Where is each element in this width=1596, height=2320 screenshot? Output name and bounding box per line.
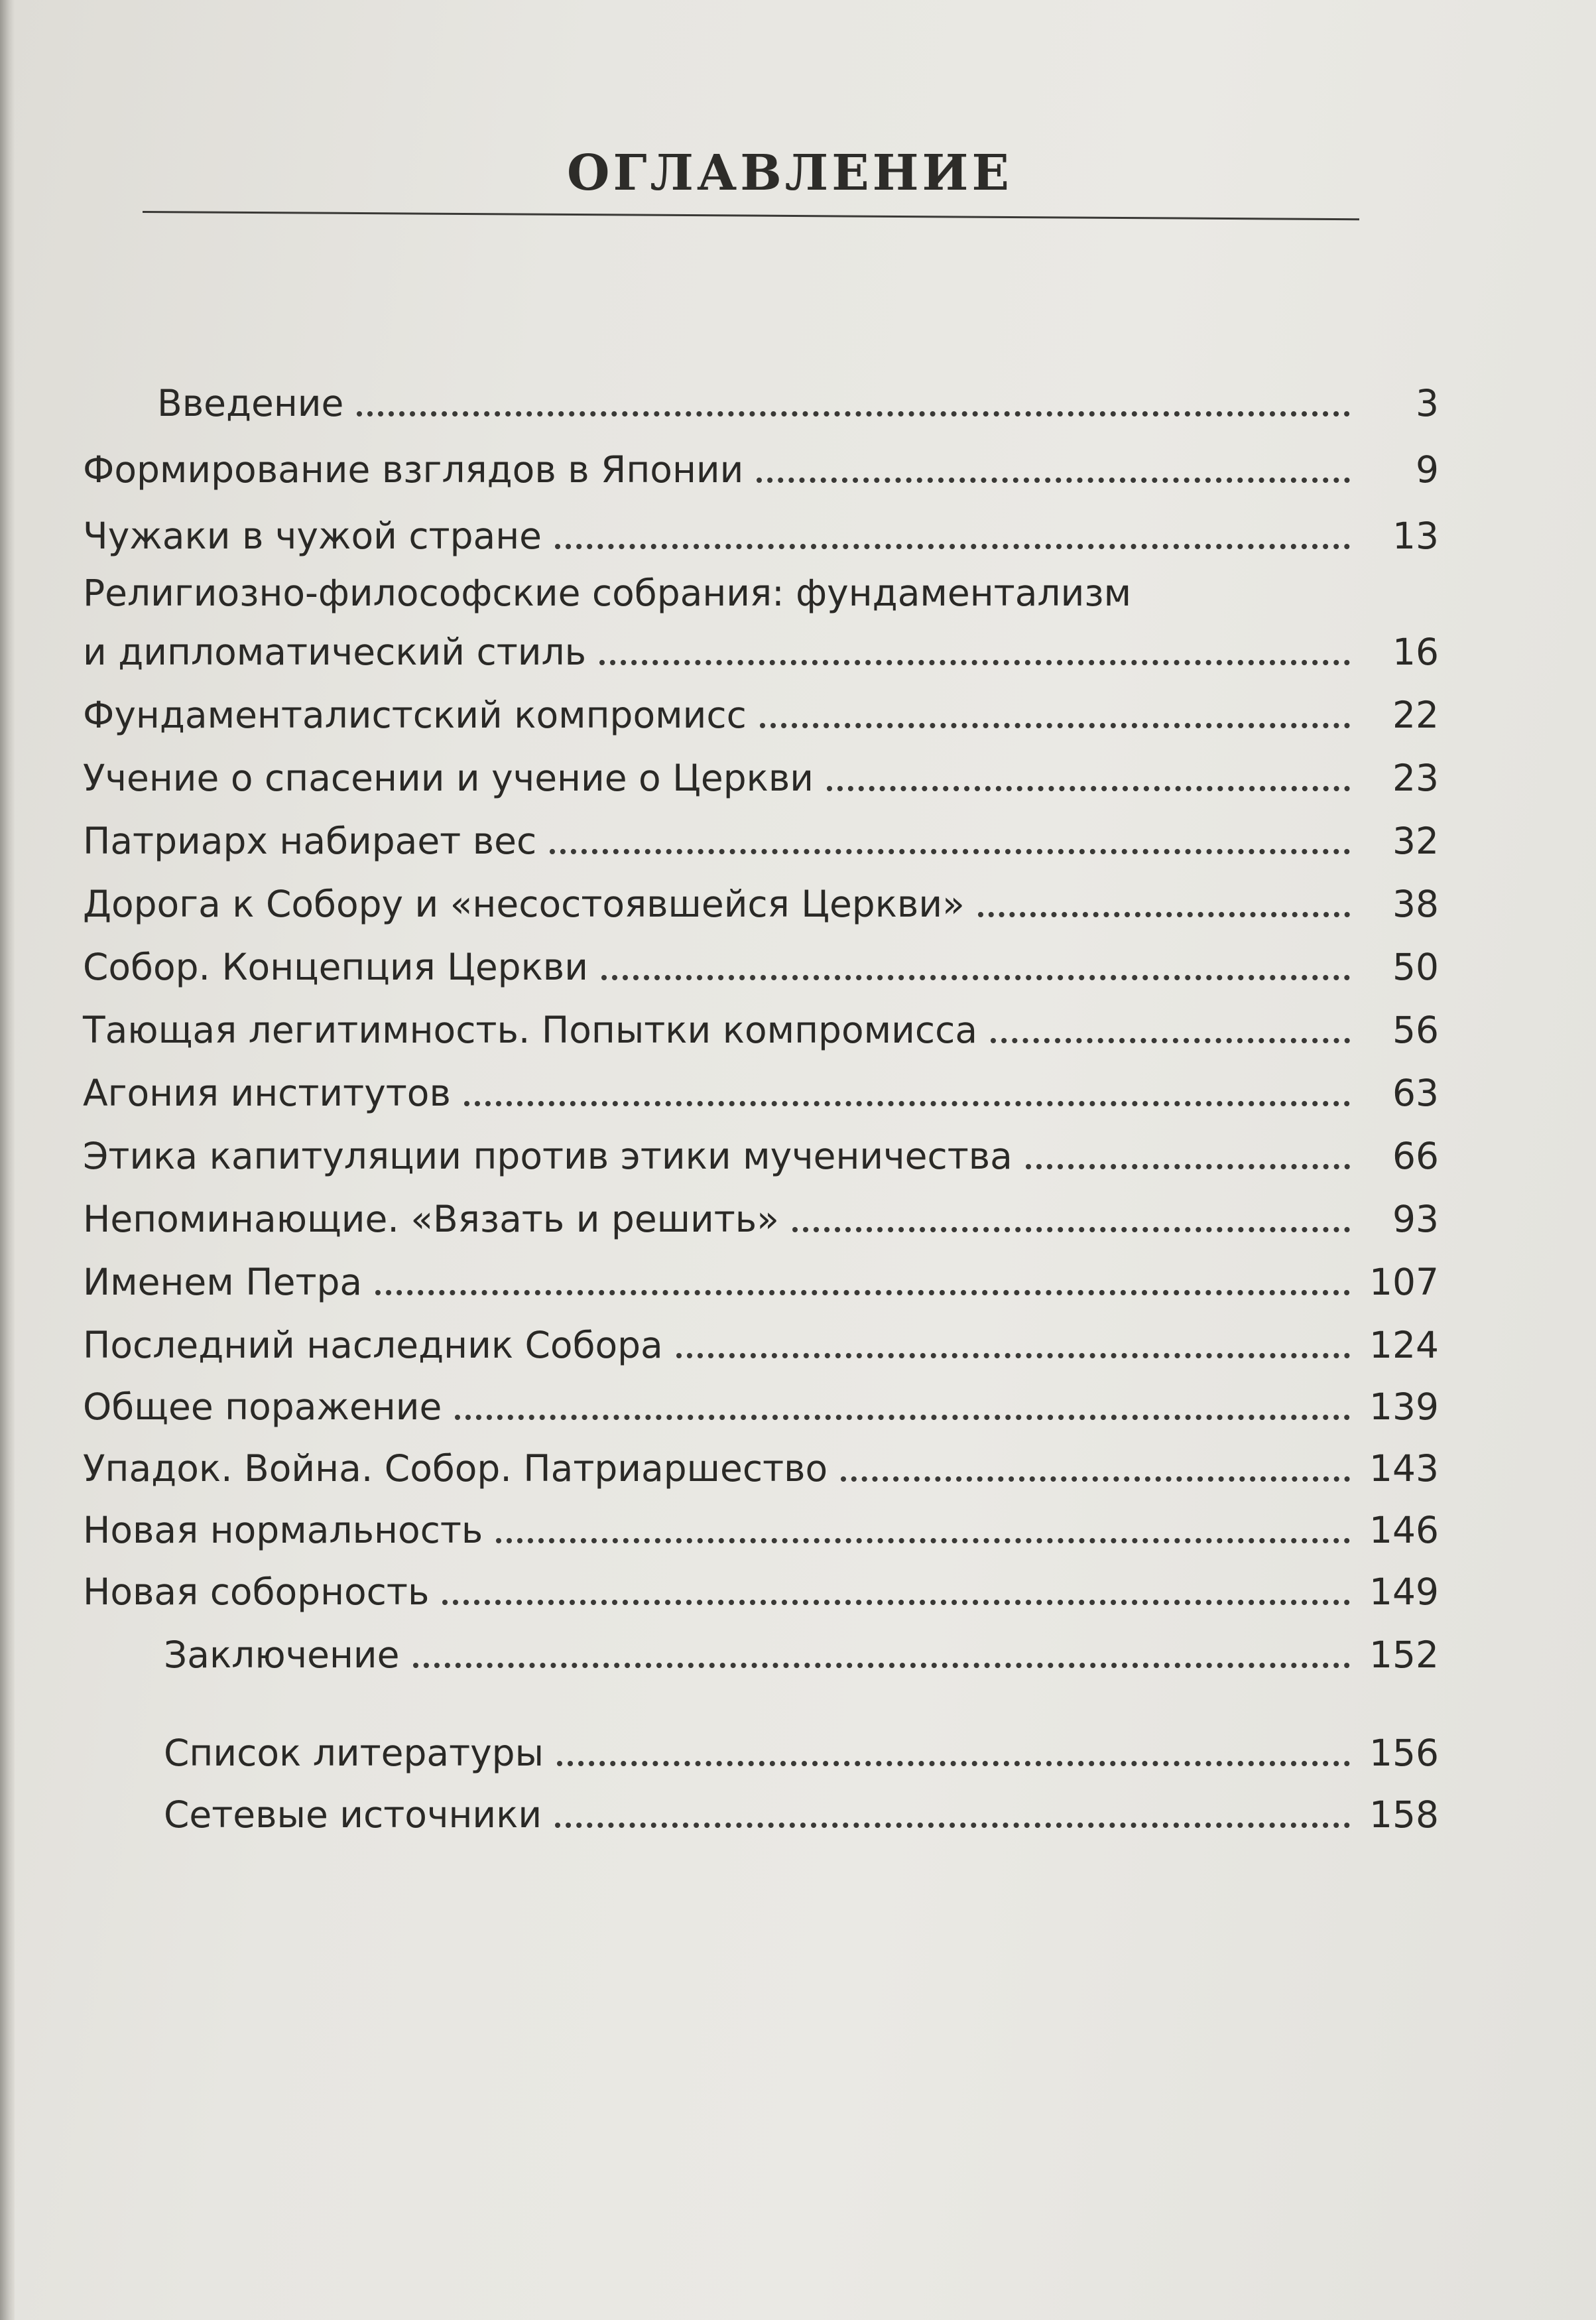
dot-leader	[555, 544, 1350, 549]
dot-leader	[676, 1353, 1350, 1358]
toc-entry-page: 23	[1392, 757, 1439, 799]
dot-leader	[760, 723, 1350, 728]
dot-leader	[455, 1415, 1350, 1420]
toc-entry[interactable]	[83, 491, 1439, 557]
toc-entry[interactable]	[83, 988, 1439, 1051]
book-spine-shadow	[0, 0, 15, 2320]
toc-entry-title: Заключение	[164, 1634, 400, 1676]
toc-entry-page: 146	[1369, 1509, 1439, 1551]
toc-entry-page: 32	[1392, 820, 1439, 862]
toc-entry[interactable]	[83, 799, 1439, 862]
toc-entry-title: Введение	[157, 382, 344, 424]
dot-leader	[464, 1101, 1350, 1106]
toc-entry-page: 93	[1392, 1198, 1439, 1240]
toc-entry[interactable]	[83, 925, 1439, 988]
toc-entry-title: Учение о спасении и учение о Церкви	[83, 757, 814, 799]
toc-entry-page: 16	[1392, 631, 1439, 673]
dot-leader	[555, 1823, 1350, 1828]
toc-entry-title: Формирование взглядов в Японии	[83, 448, 744, 491]
toc-entry-page: 156	[1369, 1732, 1439, 1774]
toc-entry-title: Фундаменталистский компромисс	[83, 694, 747, 736]
dot-leader	[442, 1600, 1350, 1605]
toc-entry-title: Патриарх набирает вес	[83, 820, 537, 862]
toc-entry[interactable]	[83, 1051, 1439, 1114]
toc-entry-title: Последний наследник Собора	[83, 1324, 663, 1366]
toc-entry[interactable]	[83, 424, 1439, 491]
dot-leader	[757, 478, 1350, 483]
dot-leader	[827, 786, 1350, 791]
toc-entry-title: Непоминающие. «Вязать и решить»	[83, 1198, 779, 1240]
toc-entry[interactable]	[83, 557, 1439, 673]
toc-entry[interactable]	[83, 1428, 1439, 1490]
toc-entry-title: Новая нормальность	[83, 1509, 483, 1551]
toc-entry[interactable]	[83, 1613, 1439, 1676]
dot-leader	[550, 849, 1350, 854]
toc-entry-title: Упадок. Война. Собор. Патриаршество	[83, 1447, 828, 1490]
toc-entry-page: 50	[1392, 946, 1439, 988]
toc-entry[interactable]	[83, 1551, 1439, 1613]
toc-entry[interactable]	[83, 1177, 1439, 1240]
toc-entry-title: Общее поражение	[83, 1386, 442, 1428]
toc-entry-title: Чужаки в чужой стране	[83, 515, 542, 557]
toc-entry[interactable]	[83, 1114, 1439, 1177]
toc-entry-page: 143	[1369, 1447, 1439, 1490]
toc-entry-title: Агония институтов	[83, 1072, 451, 1114]
toc-entry[interactable]	[83, 1303, 1439, 1366]
toc-entry-page: 152	[1369, 1634, 1439, 1676]
toc-entry[interactable]	[83, 1774, 1439, 1836]
toc-entry[interactable]	[83, 1676, 1439, 1774]
toc-entry-title: Собор. Концепция Церкви	[83, 946, 588, 988]
toc-entry[interactable]	[83, 673, 1439, 736]
toc-entry-title: Дорога к Собору и «несостоявшейся Церкви»	[83, 883, 965, 925]
dot-leader	[841, 1476, 1350, 1482]
dot-leader	[375, 1290, 1350, 1295]
toc-entry-page: 66	[1392, 1135, 1439, 1177]
toc-entry-title: Именем Петра	[83, 1261, 363, 1303]
toc-entry[interactable]	[83, 1240, 1439, 1303]
toc-entry-page: 38	[1392, 883, 1439, 925]
toc-entry-title: Новая соборность	[83, 1571, 430, 1613]
dot-leader	[357, 411, 1350, 417]
toc-entry[interactable]	[83, 1366, 1439, 1428]
toc-entry-page: 107	[1369, 1261, 1439, 1303]
toc-entry-title: Сетевые источники	[164, 1793, 542, 1836]
toc-entry[interactable]	[83, 736, 1439, 799]
dot-leader	[1026, 1164, 1350, 1169]
toc-entry-page: 149	[1369, 1571, 1439, 1613]
toc-heading: ОГЛАВЛЕНИЕ	[567, 145, 1013, 202]
toc-entry-page: 158	[1369, 1793, 1439, 1836]
dot-leader	[413, 1663, 1350, 1668]
dot-leader	[557, 1761, 1350, 1766]
heading-rule	[143, 211, 1359, 220]
toc-entry-page: 22	[1392, 694, 1439, 736]
toc-entry-page: 63	[1392, 1072, 1439, 1114]
toc-entry-page: 139	[1369, 1386, 1439, 1428]
toc-entry-page: 124	[1369, 1324, 1439, 1366]
dot-leader	[792, 1227, 1350, 1232]
toc-entry-page: 9	[1416, 448, 1439, 491]
toc-entry-title-line1: Религиозно-философские собрания: фундаментализм	[83, 572, 1132, 614]
toc-entry-title: Список литературы	[164, 1732, 544, 1774]
dot-leader	[496, 1538, 1350, 1543]
dot-leader	[991, 1038, 1350, 1043]
toc-entry[interactable]	[83, 862, 1439, 925]
toc-entry-page: 3	[1416, 382, 1439, 424]
toc-entry-title: и дипломатический стиль	[83, 631, 587, 673]
toc-entry-title: Этика капитуляции против этики мученичества	[83, 1135, 1013, 1177]
toc-entry-page: 56	[1392, 1009, 1439, 1051]
dot-leader	[599, 660, 1350, 665]
toc-entry[interactable]	[83, 361, 1439, 424]
dot-leader	[601, 975, 1350, 980]
toc-entry-page: 13	[1392, 515, 1439, 557]
toc-entry-title: Тающая легитимность. Попытки компромисса	[83, 1009, 978, 1051]
toc-entry[interactable]	[83, 1490, 1439, 1551]
table-of-contents	[83, 361, 1439, 1836]
dot-leader	[978, 912, 1350, 917]
